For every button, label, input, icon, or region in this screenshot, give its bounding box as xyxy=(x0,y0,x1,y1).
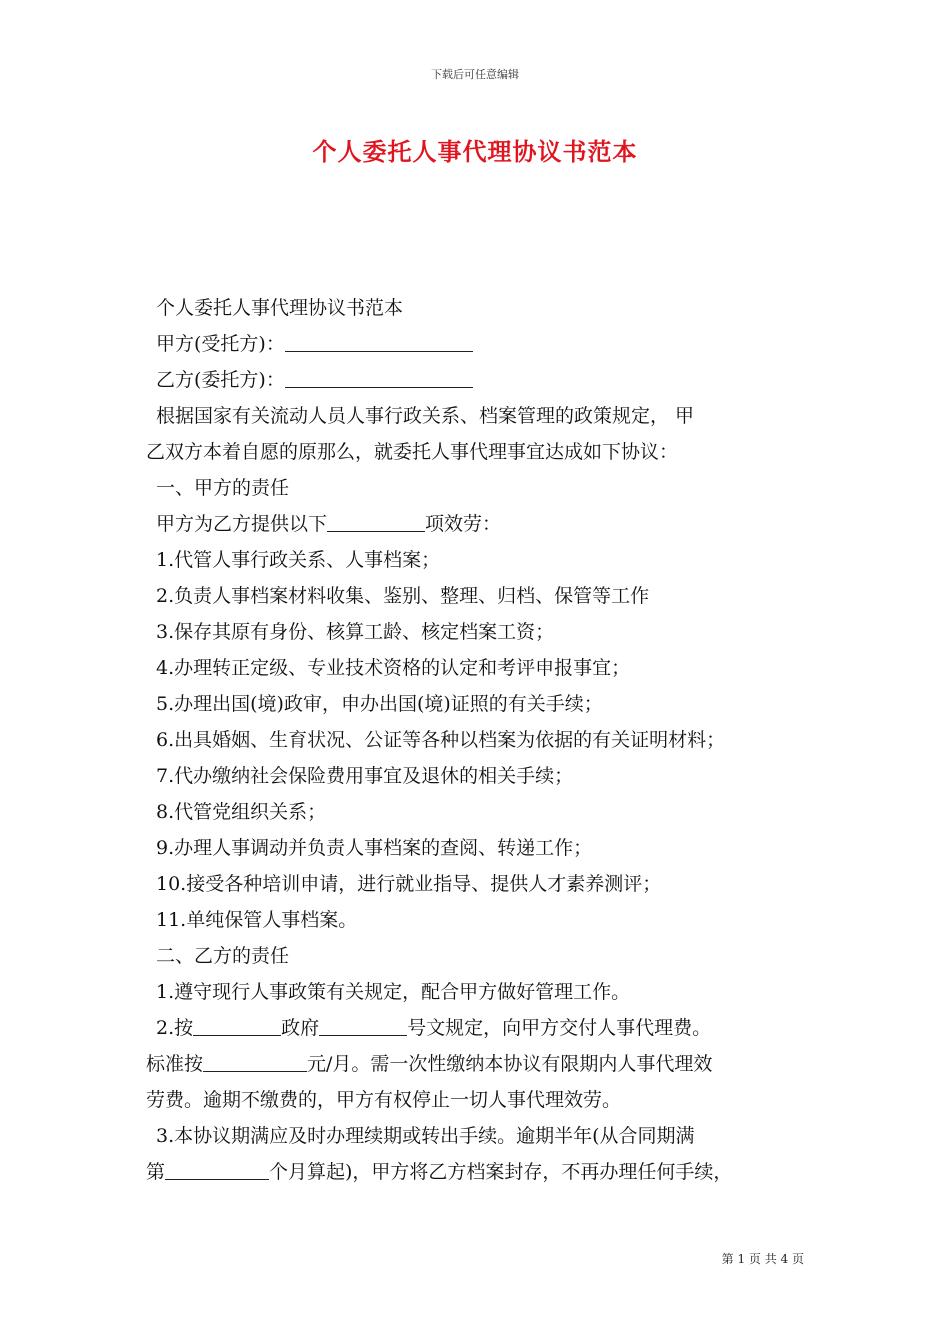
services-count-blank[interactable] xyxy=(327,507,425,532)
list-item: 1.代管人事行政关系、人事档案； xyxy=(156,549,441,571)
fee-text-1: 2.按 xyxy=(156,1017,194,1039)
services-text-start: 甲方为乙方提供以下 xyxy=(156,513,328,535)
list-item: 10.接受各种培训申请，进行就业指导、提供人才素养测评； xyxy=(156,873,662,895)
document-body xyxy=(146,290,814,1190)
archive-line xyxy=(146,1154,814,1190)
fee-text-2: 政府 xyxy=(281,1017,320,1039)
fee-amount-blank[interactable] xyxy=(203,1047,307,1072)
list-item: 8.代管党组织关系； xyxy=(156,801,327,823)
services-line xyxy=(146,506,814,542)
party-b-blank[interactable] xyxy=(285,363,473,388)
list-item: 5.办理出国(境)政审，申办出国(境)证照的有关手续； xyxy=(156,693,603,715)
party-a-line xyxy=(146,326,814,362)
fee-standard-line xyxy=(146,1046,814,1082)
party-b-label: 乙方(委托方)： xyxy=(156,369,285,391)
party-b-line xyxy=(146,362,814,398)
archive-text-2: 个月算起)，甲方将乙方档案封存，不再办理任何手续， xyxy=(269,1161,733,1183)
services-text-end: 项效劳： xyxy=(425,513,502,535)
section-heading-a: 一、甲方的责任 xyxy=(156,477,290,499)
fee-standard-text-2: 元/月。需一次性缴纳本协议有限期内人事代理效 xyxy=(307,1053,713,1075)
document-title: 个人委托人事代理协议书范本 xyxy=(312,137,638,166)
document-number-blank[interactable] xyxy=(319,1011,407,1036)
paragraph-line: 根据国家有关流动人员人事行政关系、档案管理的政策规定， 甲 xyxy=(156,405,695,427)
party-a-blank[interactable] xyxy=(285,327,473,352)
list-item: 3.保存其原有身份、核算工龄、核定档案工资； xyxy=(156,621,555,643)
archive-text-1: 第 xyxy=(146,1161,166,1183)
download-note: 下载后可任意编辑 xyxy=(431,68,519,81)
paragraph-line: 乙双方本着自愿的原那么，就委托人事代理事宜达成如下协议： xyxy=(146,441,679,463)
month-count-blank[interactable] xyxy=(165,1155,269,1180)
section-heading-b: 二、乙方的责任 xyxy=(156,945,290,967)
fee-text-3: 号文规定，向甲方交付人事代理费。 xyxy=(407,1017,712,1039)
list-item: 2.负责人事档案材料收集、鉴别、整理、归档、保管等工作 xyxy=(156,585,650,607)
list-item: 6.出具婚姻、生育状况、公证等各种以档案为依据的有关证明材料； xyxy=(156,729,726,751)
list-item: 7.代办缴纳社会保险费用事宜及退休的相关手续； xyxy=(156,765,574,787)
list-item: 11.单纯保管人事档案。 xyxy=(156,909,358,931)
paragraph-line: 劳费。逾期不缴费的，甲方有权停止一切人事代理效劳。 xyxy=(146,1089,622,1111)
fee-standard-text-1: 标准按 xyxy=(146,1053,204,1075)
party-a-label: 甲方(受托方)： xyxy=(156,333,285,355)
list-item: 3.本协议期满应及时办理续期或转出手续。逾期半年(从合同期满 xyxy=(156,1125,695,1147)
page-number: 第 1 页 共 4 页 xyxy=(721,1252,804,1266)
list-item: 4.办理转正定级、专业技术资格的认定和考评申报事宜； xyxy=(156,657,631,679)
fee-line xyxy=(146,1010,814,1046)
list-item: 1.遵守现行人事政策有关规定，配合甲方做好管理工作。 xyxy=(156,981,631,1003)
body-title-line: 个人委托人事代理协议书范本 xyxy=(156,297,404,319)
list-item: 9.办理人事调动并负责人事档案的查阅、转递工作； xyxy=(156,837,593,859)
government-blank[interactable] xyxy=(193,1011,281,1036)
